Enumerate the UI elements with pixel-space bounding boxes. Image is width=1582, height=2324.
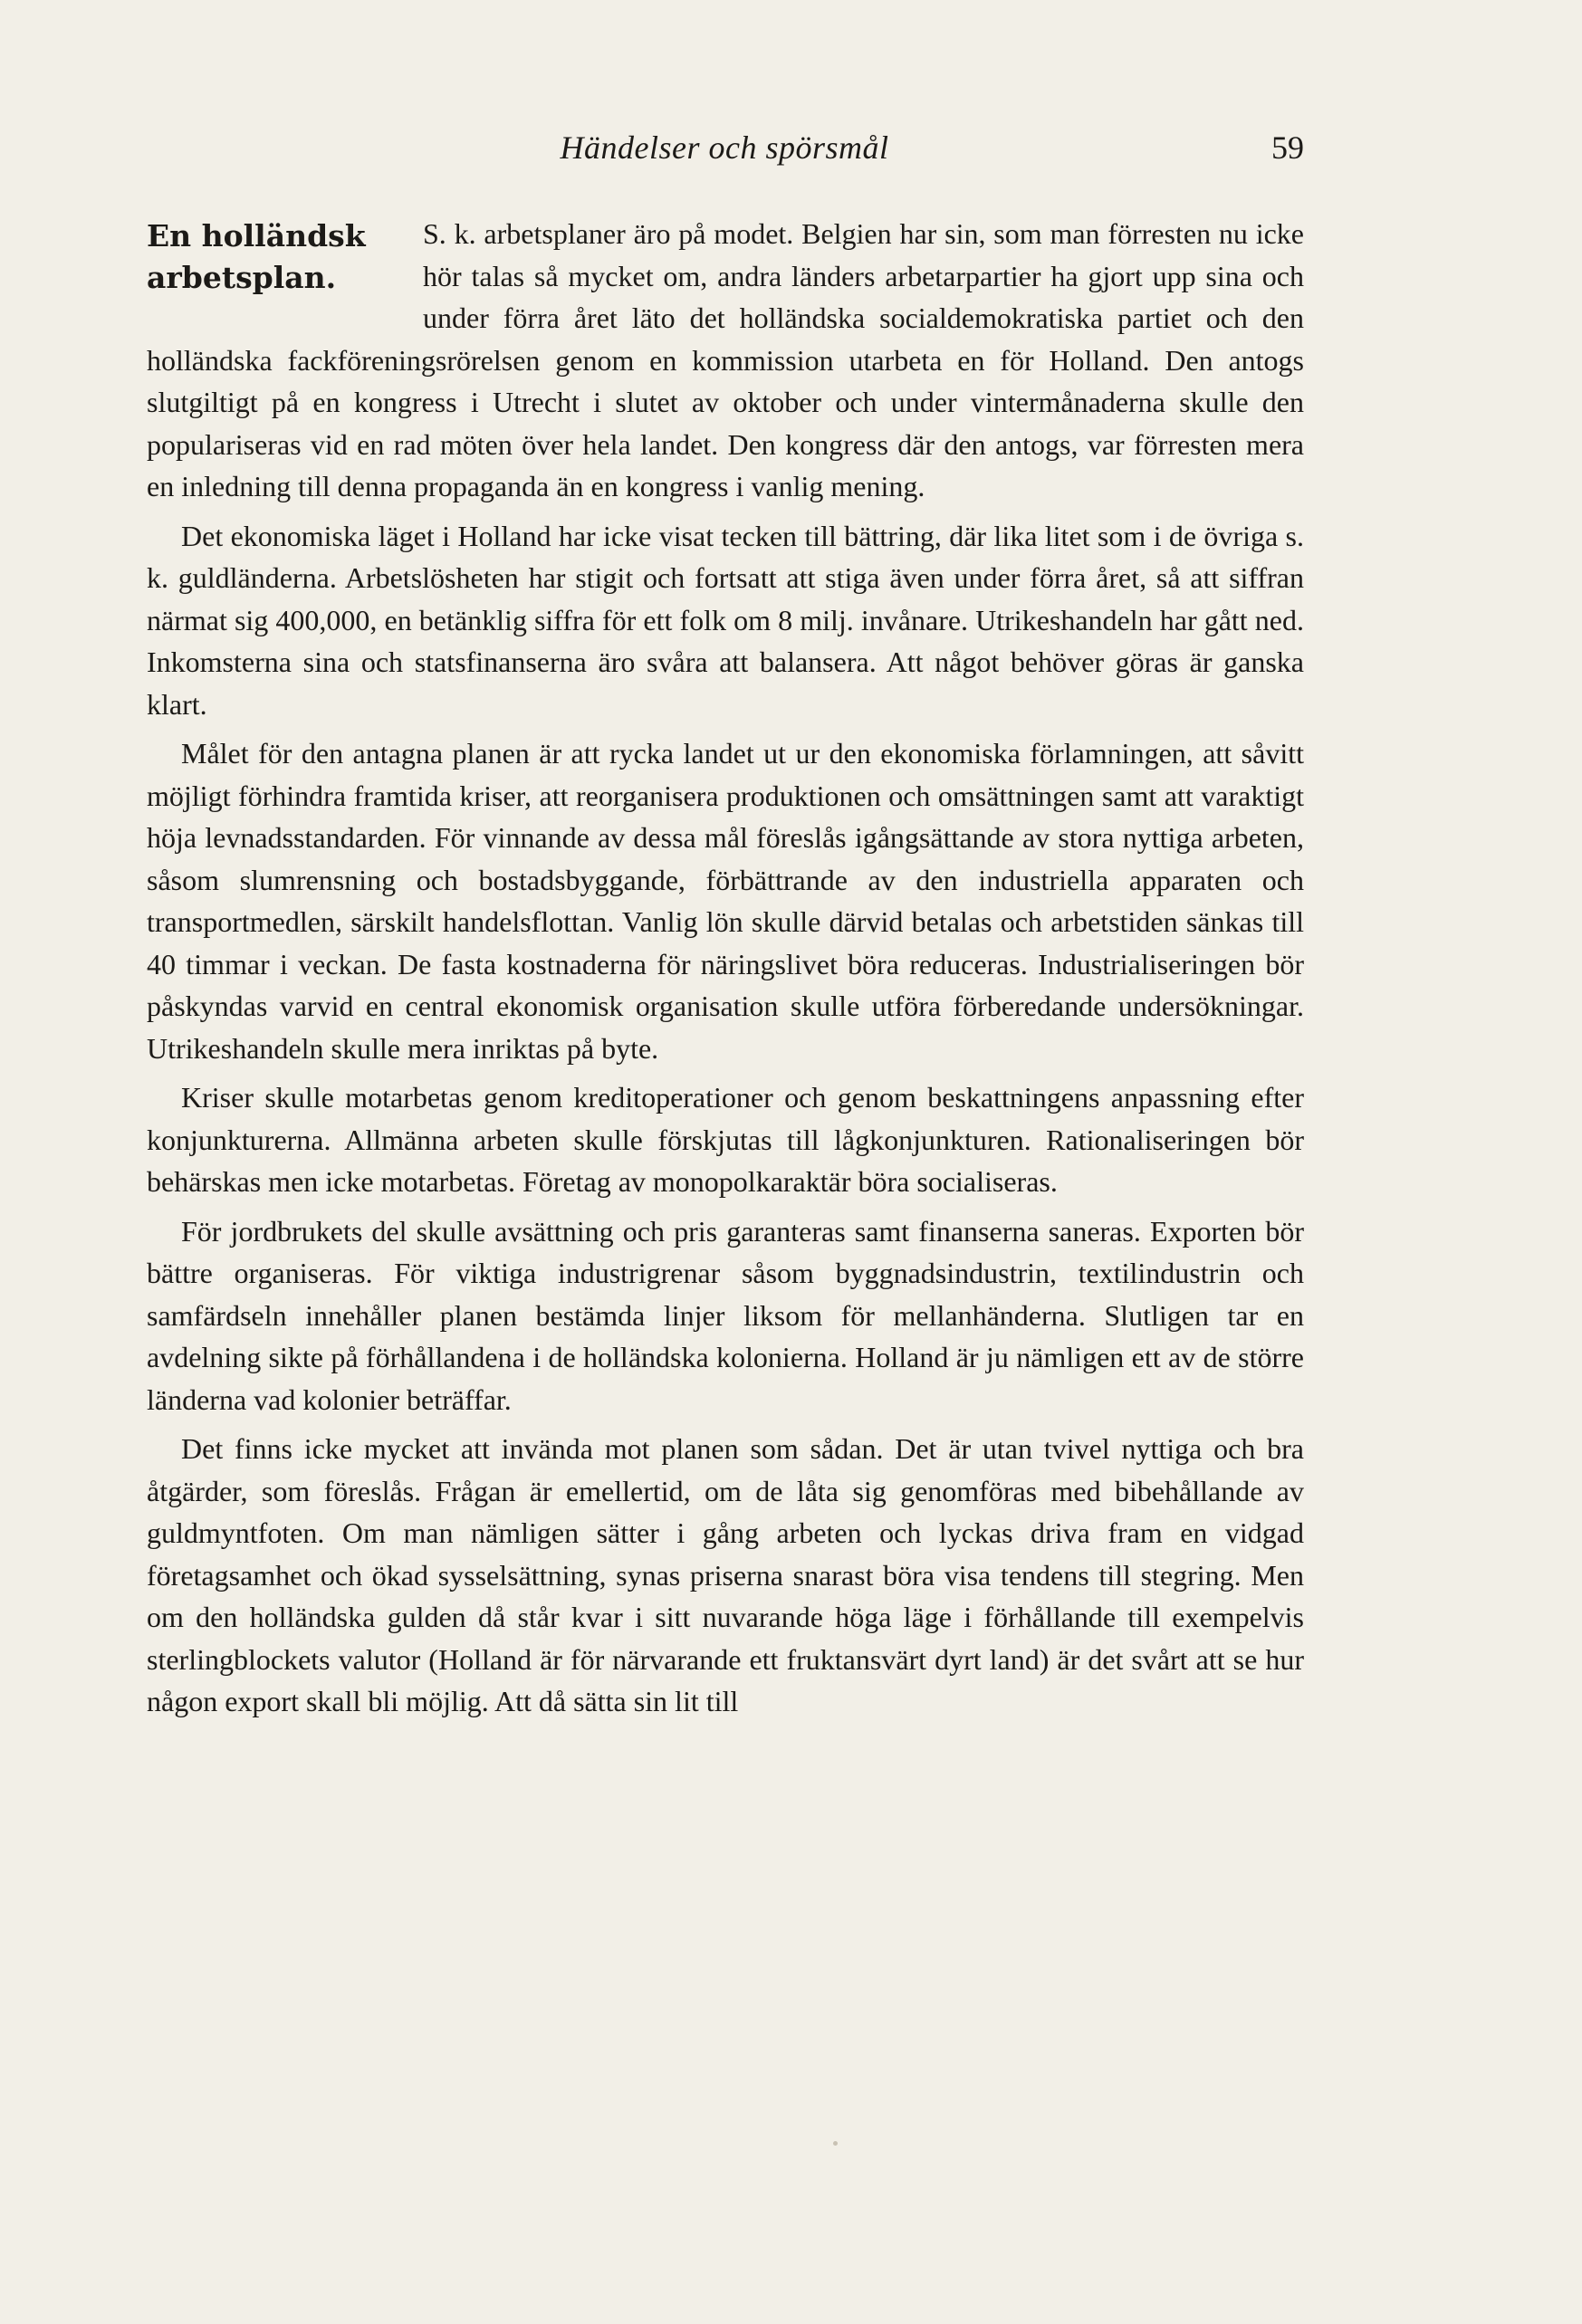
paragraph-4: Kriser skulle motarbetas genom kreditoperationer och genom beskattningens anpassning efter konjunkturerna. Allmänna arbeten skulle förskjutas till lågkonjunkturen. Rationaliseringen bör behärskas men icke motarbetas. Företag av monopolkaraktär böra socialiseras. [147, 1081, 1304, 1198]
article-body [147, 213, 1304, 1730]
running-header [145, 129, 1304, 183]
paragraph-5: För jordbrukets del skulle avsättning och pris garanteras samt finanserna saneras. Exporten bör bättre organiseras. För viktiga industrigrenar såsom byggnadsindustrin, textilindustrin och samfärdseln innehåller planen bestämda linjer liksom för mellanhänderna. Slutligen tar en avdelning sikte på förhållandena i de holländska kolonierna. Holland är ju nämligen ett av de större länderna vad kolonier beträffar. [147, 1214, 1304, 1416]
page-number: 59 [1271, 129, 1304, 166]
paragraph-3: Målet för den antagna planen är att rycka landet ut ur den ekonomiska förlamningen, att såvitt möjligt förhindra framtida kriser, att reorganisera produktionen och omsättningen samt att varaktigt höja levnadsstandarden. För vinnande av dessa mål föreslås igångsättande av stora nyttiga arbeten, såsom slumrensning och bostadsbyggande, förbättrande av den industriella apparaten och transportmedlen, särskilt handelsflottan. Vanlig lön skulle därvid betalas och arbetstiden sänkas till 40 timmar i veckan. De fasta kostnaderna för näringslivet böra reduceras. Industrialiseringen bör påskyndas varvid en central ekonomisk organisation skulle utföra förberedande undersökningar. Utrikeshandeln skulle mera inriktas på byte. [147, 737, 1304, 1065]
running-title: Händelser och spörsmål [560, 129, 889, 166]
paragraph-1: S. k. arbetsplaner äro på modet. Belgien har sin, som man förresten nu icke hör talas så mycket om, andra länders arbetarpartier ha gjort upp sina och under förra året läto det holländska socialdemokratiska partiet och den holländska fackföreningsrörelsen genom en kommission utarbeta en för Holland. Den antogs slutgiltigt på en kongress i Utrecht i slutet av oktober och under vintermånaderna skulle den populariseras vid en rad möten över hela landet. Den kongress där den antogs, var förresten mera en inledning till denna propaganda än en kongress i vanlig mening. [147, 213, 1304, 508]
paper-speck [833, 2141, 838, 2146]
heading-spacer [147, 213, 423, 336]
paragraph-6: Det finns icke mycket att invända mot planen som sådan. Det är utan tvivel nyttiga och bra åtgärder, som föreslås. Frågan är emellertid, om de låta sig genomföras med bibehållande av guldmyntfoten. Om man nämligen sätter i gång arbeten och lyckas driva fram en vidgad företagsamhet och ökad sysselsättning, synas priserna snarast böra visa tendens till stegring. Men om den holländska gulden då står kvar i sitt nuvarande höga läge i förhållande till exempelvis sterlingblockets valutor (Holland är för närvarande ett fruktansvärt dyrt land) är det svårt att se hur någon export skall bli möjlig. Att då sätta sin lit till [147, 1432, 1304, 1717]
paragraph-2: Det ekonomiska läget i Holland har icke visat tecken till bättring, där lika litet som i de övriga s. k. guldländerna. Arbetslösheten har stigit och fortsatt att stiga även under förra året, så att siffran närmat sig 400,000, en betänklig siffra för ett folk om 8 milj. invånare. Utrikeshandeln har gått ned. Inkomsterna sina och statsfinanserna äro svåra att balansera. Att något behöver göras är ganska klart. [147, 519, 1304, 721]
section-heading-line-1: En holländsk [147, 218, 366, 253]
section-heading-line-2: arbetsplan. [147, 260, 337, 295]
